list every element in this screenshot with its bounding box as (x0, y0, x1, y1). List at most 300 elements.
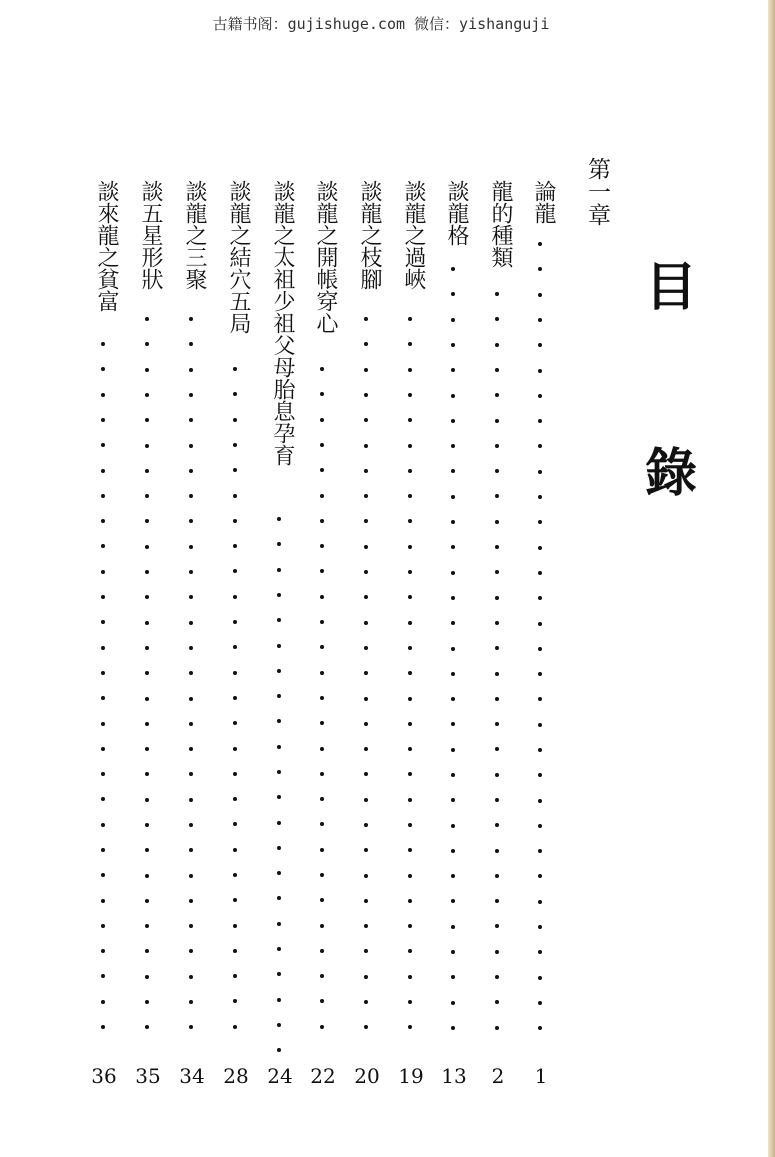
leader-dot (145, 342, 149, 346)
leader-dot (145, 646, 149, 650)
leader-dot (189, 368, 193, 372)
leader-dot (145, 975, 149, 979)
leader-dot (233, 1025, 237, 1029)
leader-dot (408, 722, 412, 726)
leader-dot (189, 949, 193, 953)
leader-dot (495, 444, 499, 448)
leader-dot (408, 697, 412, 701)
leader-dot (451, 950, 455, 954)
leader-dot (277, 568, 281, 572)
leader-dot (277, 542, 281, 546)
leader-dot (538, 470, 542, 474)
leader-dot (364, 671, 368, 675)
leader-dot (320, 999, 324, 1003)
leader-dot (538, 849, 542, 853)
leader-dot (538, 596, 542, 600)
leader-dot (189, 798, 193, 802)
leader-dot (145, 899, 149, 903)
leader-dot (538, 697, 542, 701)
leader-dot (408, 317, 412, 321)
leader-dot (101, 620, 105, 624)
leader-dot (538, 622, 542, 626)
leader-dot (101, 1000, 105, 1004)
leader-dot (364, 1025, 368, 1029)
leader-dot (189, 621, 193, 625)
toc-entry-page-number: 28 (223, 1064, 249, 1088)
leader-dot (538, 900, 542, 904)
leader-dot (145, 317, 149, 321)
leader-dot (364, 697, 368, 701)
leader-dot (101, 418, 105, 422)
leader-dot (451, 394, 455, 398)
leader-dot (101, 519, 105, 523)
leader-dot (145, 368, 149, 372)
watermark-text: 古籍书阁：gujishuge.com 微信：yishanguji (212, 15, 550, 33)
leader-dot (320, 392, 324, 396)
leader-dot (189, 342, 193, 346)
leader-dot (145, 798, 149, 802)
leader-dot (145, 697, 149, 701)
chapter-label: 第一章 (584, 157, 610, 226)
leader-dot (189, 722, 193, 726)
leader-dot (364, 418, 368, 422)
leader-dot (101, 747, 105, 751)
leader-dot (538, 495, 542, 499)
leader-dot (408, 1000, 412, 1004)
leader-dot (189, 697, 193, 701)
leader-dot (408, 646, 412, 650)
leader-dot (538, 267, 542, 271)
leader-dot (538, 394, 542, 398)
leader-dot (451, 773, 455, 777)
toc-entry[interactable] (308, 180, 338, 1088)
leader-dot (451, 925, 455, 929)
leader-dot (451, 874, 455, 878)
leader-dot (320, 949, 324, 953)
leader-dot (495, 646, 499, 650)
leader-dot (538, 293, 542, 297)
leader-dot (538, 950, 542, 954)
toc-entry-title: 談龍之太祖少祖父母胎息孕育 (270, 180, 295, 466)
leader-dot (277, 922, 281, 926)
leader-dot (495, 292, 499, 296)
leader-dot (145, 1025, 149, 1029)
leader-dot (233, 949, 237, 953)
leader-dot (451, 469, 455, 473)
leader-dot (320, 569, 324, 573)
leader-dot (495, 950, 499, 954)
leader-dot (495, 697, 499, 701)
leader-dot (145, 519, 149, 523)
leader-dot (277, 719, 281, 723)
leader-dot (451, 495, 455, 499)
leader-dot (233, 848, 237, 852)
leader-dot (277, 770, 281, 774)
leader-dot (233, 620, 237, 624)
leader-dot (233, 747, 237, 751)
leader-dot (145, 924, 149, 928)
leader-dot (451, 1001, 455, 1005)
leader-dot (495, 924, 499, 928)
leader-dot (277, 669, 281, 673)
leader-dot (320, 873, 324, 877)
leader-dot (364, 646, 368, 650)
leader-dot (233, 772, 237, 776)
leader-dot (538, 343, 542, 347)
leader-dot (538, 419, 542, 423)
leader-dot (101, 469, 105, 473)
leader-dot (277, 593, 281, 597)
leader-dot (101, 443, 105, 447)
toc-entry-title: 談龍之結穴五局 (226, 180, 251, 334)
leader-dot (233, 569, 237, 573)
leader-dot (189, 393, 193, 397)
toc-entry-page-number: 36 (91, 1064, 117, 1088)
leader-dot (189, 848, 193, 852)
leader-dot (101, 544, 105, 548)
leader-dot (189, 1025, 193, 1029)
leader-dot (538, 444, 542, 448)
leader-dot (408, 494, 412, 498)
leader-dot (233, 519, 237, 523)
leader-dot (364, 722, 368, 726)
toc-entry-title: 談龍格 (444, 180, 469, 246)
leader-dot (277, 871, 281, 875)
leader-dot (320, 696, 324, 700)
leader-dot (189, 469, 193, 473)
leader-dot (538, 318, 542, 322)
leader-dot (364, 798, 368, 802)
toc-entry[interactable] (352, 180, 382, 1088)
leader-dot (538, 773, 542, 777)
leader-dot (495, 823, 499, 827)
leader-dot (495, 899, 499, 903)
leader-dot (495, 672, 499, 676)
toc-entry-page-number: 24 (267, 1064, 293, 1088)
leader-dot (189, 975, 193, 979)
leader-dot (320, 443, 324, 447)
toc-entry-title: 談五星形狀 (138, 180, 163, 290)
leader-dot (408, 924, 412, 928)
leader-dot (101, 873, 105, 877)
leader-dot (364, 570, 368, 574)
leader-dot (189, 418, 193, 422)
leader-dot (277, 1023, 281, 1027)
leader-dot (320, 645, 324, 649)
leader-dot (145, 949, 149, 953)
leader-dot (538, 1001, 542, 1005)
leader-dot (451, 419, 455, 423)
leader-dot (101, 797, 105, 801)
leader-dot (451, 647, 455, 651)
leader-dot (364, 1000, 368, 1004)
leader-dot (495, 570, 499, 574)
leader-dot (408, 671, 412, 675)
leader-dot (408, 823, 412, 827)
leader-dot (189, 545, 193, 549)
leader-dot (320, 797, 324, 801)
leader-dot (145, 1000, 149, 1004)
leader-dot (538, 242, 542, 246)
leader-dot (495, 520, 499, 524)
leader-dot (189, 1000, 193, 1004)
toc-entry-page-number: 34 (179, 1064, 205, 1088)
leader-dot (145, 848, 149, 852)
leader-dot (364, 342, 368, 346)
leader-dot (233, 645, 237, 649)
leader-dot (277, 896, 281, 900)
leader-dot (451, 722, 455, 726)
leader-dot (145, 469, 149, 473)
leader-dot (233, 974, 237, 978)
toc-entry[interactable] (221, 180, 251, 1088)
leader-dot (364, 317, 368, 321)
leader-dot (189, 747, 193, 751)
leader-dot (451, 292, 455, 296)
toc-entry[interactable] (177, 180, 207, 1088)
heading-char-mu: 目 (644, 257, 697, 318)
leader-dot (364, 595, 368, 599)
leader-dot (495, 368, 499, 372)
leader-dot (189, 444, 193, 448)
leader-dot (364, 368, 368, 372)
leader-dot (495, 798, 499, 802)
toc-entry[interactable] (396, 180, 426, 1088)
leader-dot (364, 874, 368, 878)
leader-dot (320, 721, 324, 725)
leader-dot (538, 647, 542, 651)
leader-dot (101, 899, 105, 903)
leader-dot (451, 824, 455, 828)
leader-dot (233, 999, 237, 1003)
leader-dot (451, 571, 455, 575)
leader-dot (408, 469, 412, 473)
leader-dot (277, 745, 281, 749)
leader-dot (408, 570, 412, 574)
leader-dot (538, 723, 542, 727)
leader-dot (233, 671, 237, 675)
leader-dot (408, 848, 412, 852)
leader-dot (320, 974, 324, 978)
leader-dot (189, 772, 193, 776)
leader-dot (277, 972, 281, 976)
leader-dot (364, 949, 368, 953)
leader-dot (233, 418, 237, 422)
leader-dot (145, 570, 149, 574)
leader-dot (451, 520, 455, 524)
leader-dot (364, 975, 368, 979)
toc-entry-page-number: 1 (534, 1064, 548, 1088)
leader-dot (233, 468, 237, 472)
leader-dot (495, 621, 499, 625)
leader-dot (101, 595, 105, 599)
leader-dot (189, 494, 193, 498)
leader-dot (364, 545, 368, 549)
toc-entry-title: 談龍之開帳穿心 (313, 180, 338, 334)
toc-entry-title: 談龍之過峽 (401, 180, 426, 290)
leader-dot (364, 393, 368, 397)
leader-dot (451, 798, 455, 802)
leader-dot (451, 444, 455, 448)
leader-dot (320, 367, 324, 371)
leader-dot (145, 393, 149, 397)
leader-dot (101, 823, 105, 827)
leader-dot (364, 924, 368, 928)
leader-dot (538, 874, 542, 878)
leader-dot (320, 848, 324, 852)
leader-dot (145, 747, 149, 751)
leader-dot (320, 671, 324, 675)
leader-dot (408, 747, 412, 751)
leader-dot (451, 697, 455, 701)
leader-dot (495, 1000, 499, 1004)
leader-dot (320, 418, 324, 422)
leader-dot (408, 949, 412, 953)
leader-dot (408, 874, 412, 878)
leader-dot (495, 343, 499, 347)
toc-entry[interactable] (133, 180, 163, 1088)
leader-dot (277, 694, 281, 698)
leader-dot (408, 772, 412, 776)
leader-dot (451, 899, 455, 903)
leader-dot (101, 646, 105, 650)
leader-dot (495, 419, 499, 423)
leader-dot (233, 392, 237, 396)
leader-dot (320, 595, 324, 599)
leader-dot (145, 823, 149, 827)
leader-dot (277, 821, 281, 825)
leader-dot (408, 545, 412, 549)
leader-dot (233, 696, 237, 700)
toc-entry-title: 談來龍之貧富 (94, 180, 119, 312)
leader-dot (364, 469, 368, 473)
leader-dot (145, 772, 149, 776)
leader-dot (233, 797, 237, 801)
leader-dot (277, 947, 281, 951)
toc-entry-title: 談龍之三聚 (182, 180, 207, 290)
leader-dot (101, 671, 105, 675)
leader-dot (233, 898, 237, 902)
toc-entry[interactable] (265, 180, 295, 1088)
leader-dot (538, 976, 542, 980)
leader-dot (189, 899, 193, 903)
leader-dot (189, 646, 193, 650)
leader-dot (189, 570, 193, 574)
leader-dot (320, 924, 324, 928)
toc-entry[interactable] (439, 180, 469, 1088)
leader-dot (538, 672, 542, 676)
leader-dot (451, 368, 455, 372)
leader-dot (320, 620, 324, 624)
leader-dot (495, 874, 499, 878)
leader-dot (101, 924, 105, 928)
toc-entry[interactable] (89, 180, 119, 1088)
toc-entry[interactable] (526, 180, 556, 1088)
leader-dot (495, 722, 499, 726)
leader-dot (538, 748, 542, 752)
leader-dot (451, 545, 455, 549)
leader-dot (408, 519, 412, 523)
leader-dot (364, 519, 368, 523)
leader-dot (451, 748, 455, 752)
leader-dot (451, 672, 455, 676)
toc-entry-page-number: 20 (354, 1064, 380, 1088)
leader-dot (277, 644, 281, 648)
leader-dot (101, 949, 105, 953)
leader-dot (101, 342, 105, 346)
leader-dot (233, 443, 237, 447)
leader-dot (189, 595, 193, 599)
leader-dot (277, 517, 281, 521)
leader-dot (320, 822, 324, 826)
leader-dot (320, 772, 324, 776)
leader-dot (277, 618, 281, 622)
leader-dot (451, 343, 455, 347)
leader-dot (495, 469, 499, 473)
leader-dot (408, 342, 412, 346)
leader-dot (495, 747, 499, 751)
leader-dot (145, 418, 149, 422)
leader-dot (538, 546, 542, 550)
leader-dot (189, 823, 193, 827)
leader-dot (495, 317, 499, 321)
leader-dot (451, 975, 455, 979)
toc-entry-page-number: 19 (398, 1064, 424, 1088)
leader-dot (320, 544, 324, 548)
toc-entry-page-number: 22 (310, 1064, 336, 1088)
leader-dot (101, 722, 105, 726)
toc-entry[interactable] (483, 180, 513, 1088)
leader-dot (233, 924, 237, 928)
leader-dot (364, 747, 368, 751)
leader-dot (451, 596, 455, 600)
leader-dot (364, 899, 368, 903)
leader-dot (495, 545, 499, 549)
leader-dot (495, 975, 499, 979)
leader-dot (451, 849, 455, 853)
leader-dot (320, 494, 324, 498)
leader-dot (451, 267, 455, 271)
leader-dot (320, 898, 324, 902)
leader-dot (277, 1048, 281, 1052)
leader-dot (495, 773, 499, 777)
leader-dot (538, 1026, 542, 1030)
leader-dot (145, 595, 149, 599)
toc-entry-page-number: 2 (491, 1064, 505, 1088)
leader-dot (495, 494, 499, 498)
leader-dot (189, 671, 193, 675)
leader-dot (538, 799, 542, 803)
leader-dot (101, 974, 105, 978)
leader-dot (101, 393, 105, 397)
leader-dot (495, 849, 499, 853)
leader-dot (538, 520, 542, 524)
leader-dot (189, 519, 193, 523)
leader-dot (189, 874, 193, 878)
leader-dot (408, 368, 412, 372)
leader-dot (233, 822, 237, 826)
leader-dot (364, 494, 368, 498)
leader-dot (101, 494, 105, 498)
leader-dot (277, 795, 281, 799)
leader-dot (495, 393, 499, 397)
leader-dot (451, 318, 455, 322)
leader-dot (408, 899, 412, 903)
leader-dot (320, 747, 324, 751)
leader-dot (145, 545, 149, 549)
leader-dot (538, 571, 542, 575)
toc-entry-title: 論龍 (531, 180, 556, 224)
